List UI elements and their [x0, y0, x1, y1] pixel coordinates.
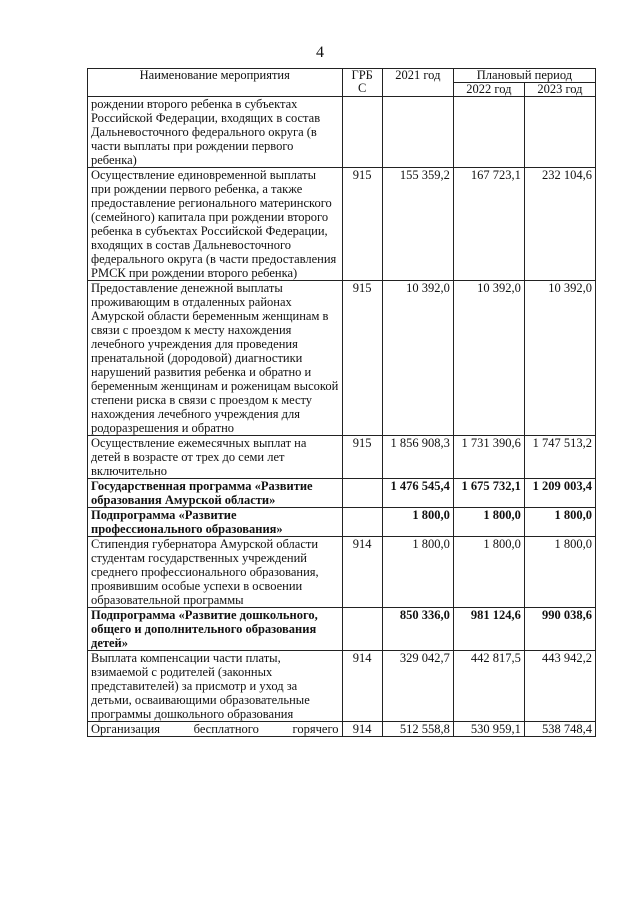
row-name: Предоставление денежной выплаты проживающим в отдаленных районах Амурской области беременным женщинам в связи с проездом к месту нахождения лечебного учреждения для проведения пренатальной (дородовой) диагностики нарушений развития ребенка и обратно и беременным женщинам и роженицам высокой степени риска в связи с проездом к месту нахождения лечебного учреждения для родоразрешения и обратно — [88, 281, 343, 436]
table-row — [88, 722, 596, 737]
row-2021: 850 336,0 — [382, 608, 453, 651]
table-row — [88, 168, 596, 281]
table-row — [88, 97, 596, 168]
row-2021: 10 392,0 — [382, 281, 453, 436]
row-grbs — [342, 479, 382, 508]
row-2023: 1 800,0 — [524, 508, 595, 537]
row-2023: 232 104,6 — [524, 168, 595, 281]
row-2021: 1 476 545,4 — [382, 479, 453, 508]
row-2021 — [382, 97, 453, 168]
table-row-subprogram — [88, 608, 596, 651]
header-event-name: Наименование мероприятия — [88, 69, 343, 97]
row-grbs: 914 — [342, 651, 382, 722]
row-name: Осуществление ежемесячных выплат на детей в возрасте от трех до семи лет включительно — [88, 436, 343, 479]
row-2023: 990 038,6 — [524, 608, 595, 651]
header-grbs-line1: ГРБ — [351, 68, 373, 82]
row-2021: 512 558,8 — [382, 722, 453, 737]
row-grbs: 915 — [342, 436, 382, 479]
header-planned-period: Плановый период — [453, 69, 595, 83]
row-2023 — [524, 97, 595, 168]
row-2022: 1 675 732,1 — [453, 479, 524, 508]
row-grbs — [342, 508, 382, 537]
row-grbs: 914 — [342, 722, 382, 737]
table-row — [88, 651, 596, 722]
table-row — [88, 436, 596, 479]
row-2022: 442 817,5 — [453, 651, 524, 722]
budget-table — [87, 68, 596, 737]
row-name: Стипендия губернатора Амурской области студентам государственных учреждений среднего профессионального образования, проявившим особые успехи в освоении образовательной программы — [88, 537, 343, 608]
table-header — [88, 69, 596, 97]
row-name: Подпрограмма «Развитие профессионального образования» — [88, 508, 343, 537]
row-2022: 1 800,0 — [453, 508, 524, 537]
row-2023: 1 747 513,2 — [524, 436, 595, 479]
row-name: рождении второго ребенка в субъектах Российской Федерации, входящих в состав Дальневосточного федерального округа (в части выплаты при рождении первого ребенка) — [88, 97, 343, 168]
table-row-program — [88, 479, 596, 508]
row-name: Подпрограмма «Развитие дошкольного, общего и дополнительного образования детей» — [88, 608, 343, 651]
row-2022: 1 800,0 — [453, 537, 524, 608]
row-2021: 329 042,7 — [382, 651, 453, 722]
row-2023: 1 209 003,4 — [524, 479, 595, 508]
table-row-subprogram — [88, 508, 596, 537]
header-grbs — [342, 69, 382, 97]
row-grbs — [342, 97, 382, 168]
row-2022: 530 959,1 — [453, 722, 524, 737]
row-2023: 1 800,0 — [524, 537, 595, 608]
row-2021: 155 359,2 — [382, 168, 453, 281]
row-2023: 538 748,4 — [524, 722, 595, 737]
row-grbs: 915 — [342, 281, 382, 436]
row-name: Выплата компенсации части платы, взимаемой с родителей (законных представителей) за присмотр и уход за детьми, осваивающими образовательные программы дошкольного образования — [88, 651, 343, 722]
row-grbs: 914 — [342, 537, 382, 608]
row-name: Организация бесплатного горячего — [88, 722, 343, 737]
row-2023: 443 942,2 — [524, 651, 595, 722]
row-2023: 10 392,0 — [524, 281, 595, 436]
row-name: Осуществление единовременной выплаты при рождении первого ребенка, а также предоставление регионального материнского (семейного) капитала при рождении второго ребенка в субъектах Российской Федерации, входящих в состав Дальневосточного федерального округа (в части предоставления РМСК при рождении второго ребенка) — [88, 168, 343, 281]
table-row — [88, 537, 596, 608]
row-2022: 1 731 390,6 — [453, 436, 524, 479]
row-2022: 981 124,6 — [453, 608, 524, 651]
header-year-2022: 2022 год — [453, 83, 524, 97]
header-grbs-line2: С — [357, 81, 367, 95]
row-2022: 10 392,0 — [453, 281, 524, 436]
row-2022: 167 723,1 — [453, 168, 524, 281]
row-2021: 1 800,0 — [382, 537, 453, 608]
row-2021: 1 856 908,3 — [382, 436, 453, 479]
header-year-2023: 2023 год — [524, 83, 595, 97]
row-grbs: 915 — [342, 168, 382, 281]
row-grbs — [342, 608, 382, 651]
header-year-2021: 2021 год — [382, 69, 453, 97]
page-number: 4 — [316, 44, 324, 61]
row-name: Государственная программа «Развитие образования Амурской области» — [88, 479, 343, 508]
table-row — [88, 281, 596, 436]
row-2021: 1 800,0 — [382, 508, 453, 537]
row-2022 — [453, 97, 524, 168]
